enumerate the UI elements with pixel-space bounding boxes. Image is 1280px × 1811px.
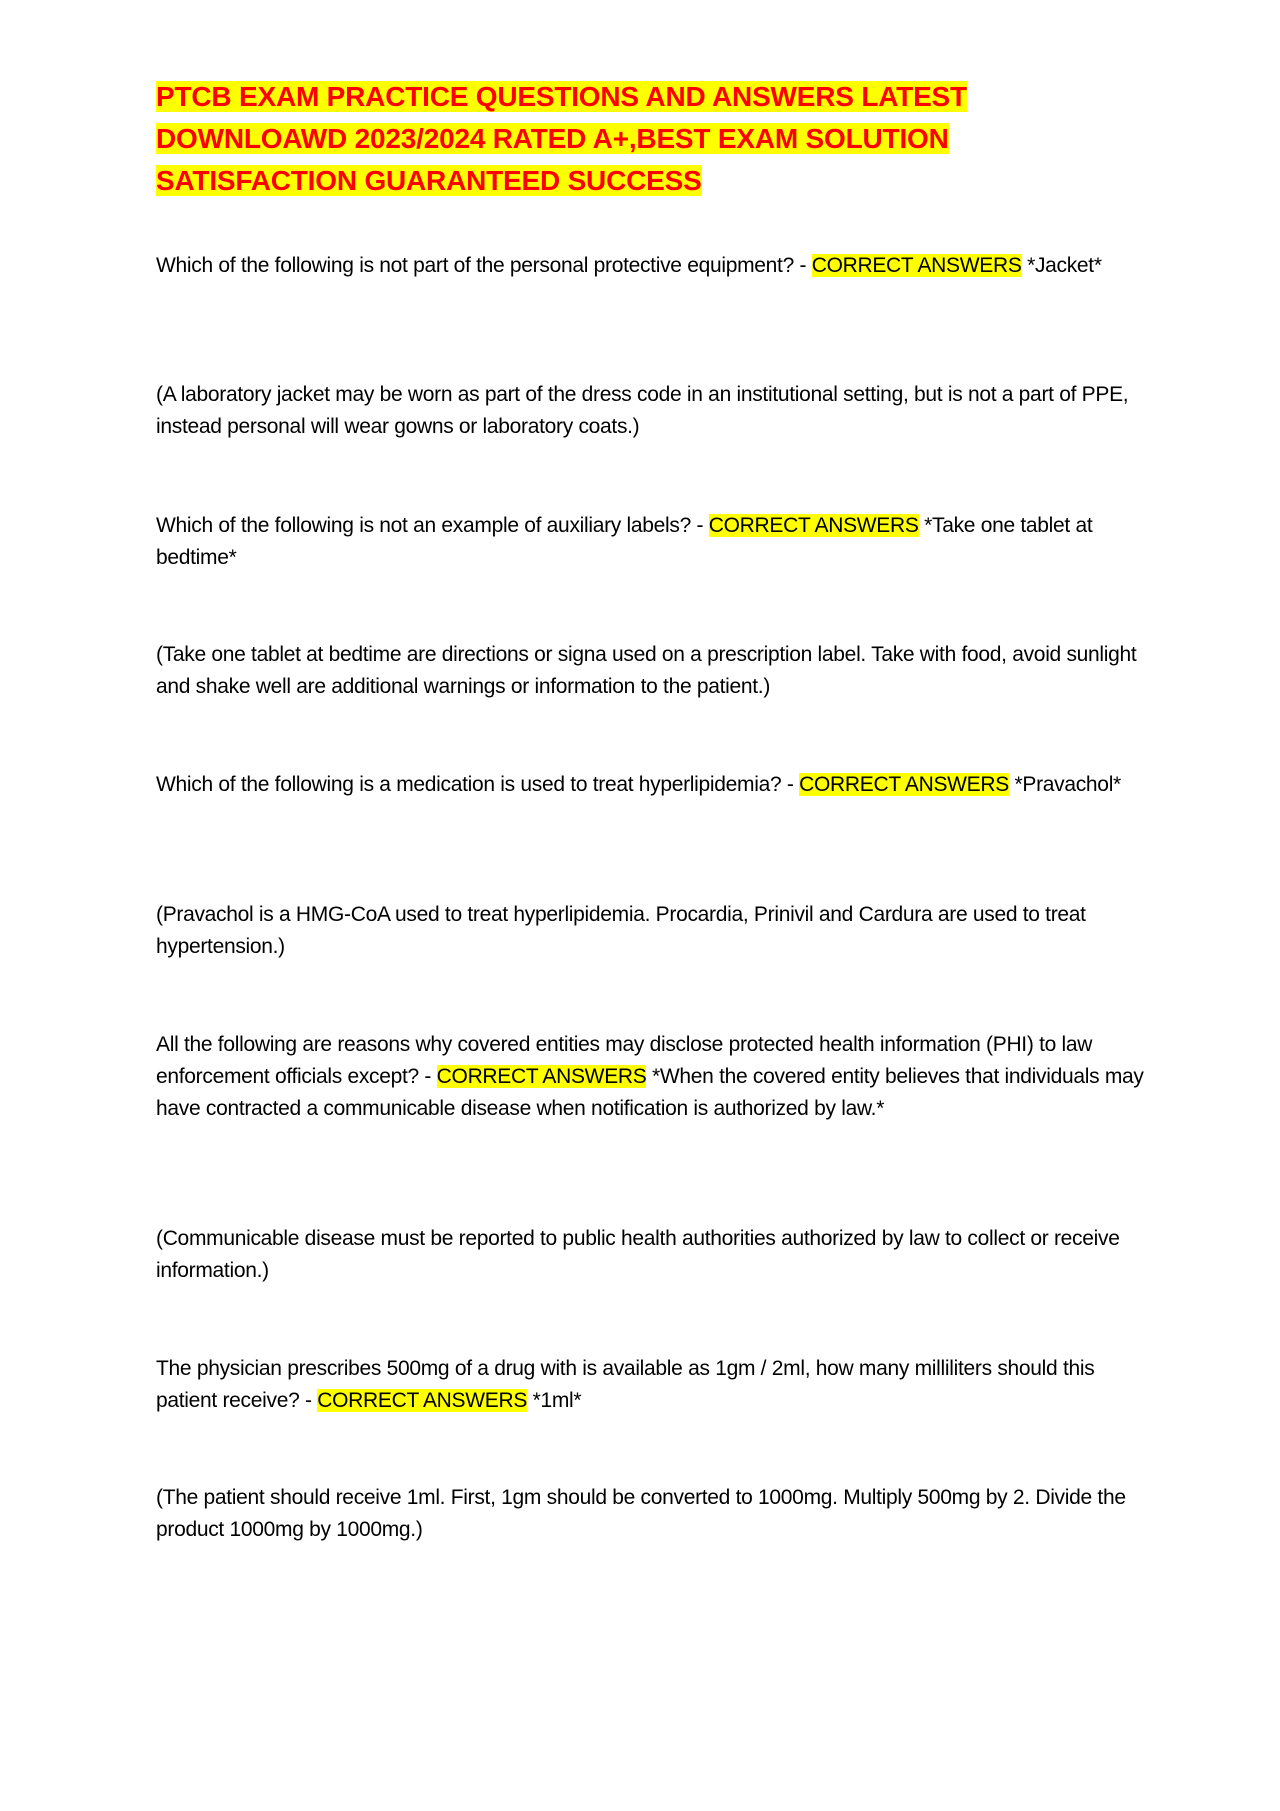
- question-2-text: Which of the following is not an example of auxiliary labels? -: [156, 514, 709, 537]
- explanation-1: (A laboratory jacket may be worn as part of the dress code in an institutional setting, but is not a part of PPE, instead personal will wear gowns or laboratory coats.): [156, 383, 1129, 438]
- explanation-5: (The patient should receive 1ml. First, 1gm should be converted to 1000mg. Multiply 500mg by 2. Divide the product 1000mg by 1000mg.): [156, 1486, 1126, 1541]
- question-1-text: Which of the following is not part of the personal protective equipment? -: [156, 254, 812, 277]
- question-4: [156, 1029, 1146, 1125]
- question-5-text: The physician prescribes 500mg of a drug with is available as 1gm / 2ml, how many milliliters should this patient receive? -: [156, 1357, 1095, 1412]
- question-5: [156, 1353, 1146, 1417]
- correct-answers-marker: CORRECT ANSWERS: [436, 1065, 647, 1088]
- answer-1-text: *Jacket*: [1027, 254, 1102, 277]
- correct-answers-marker: CORRECT ANSWERS: [317, 1389, 528, 1412]
- document-title: [156, 76, 1146, 202]
- explanation-2: (Take one tablet at bedtime are directions or signa used on a prescription label. Take with food, avoid sunlight and shake well are additional warnings or information to the patient.): [156, 643, 1137, 698]
- title-line-3: SATISFACTION GUARANTEED SUCCESS: [156, 165, 702, 196]
- explanation-4: (Communicable disease must be reported to public health authorities authorized by law to collect or receive information.): [156, 1227, 1120, 1282]
- title-line-1: PTCB EXAM PRACTICE QUESTIONS AND ANSWERS LATEST: [156, 81, 967, 112]
- correct-answers-marker: CORRECT ANSWERS: [799, 773, 1009, 796]
- explanation-3: (Pravachol is a HMG-CoA used to treat hyperlipidemia. Procardia, Prinivil and Cardura are used to treat hypertension.): [156, 903, 1086, 958]
- title-line-2: DOWNLOAWD 2023/2024 RATED A+,BEST EXAM SOLUTION: [156, 123, 949, 154]
- correct-answers-marker: CORRECT ANSWERS: [708, 514, 919, 537]
- answer-5-text: *1ml*: [532, 1389, 582, 1412]
- question-2: [156, 510, 1146, 574]
- question-3: [156, 769, 1146, 801]
- correct-answers-marker: CORRECT ANSWERS: [811, 254, 1022, 277]
- document-page: [156, 76, 1146, 1541]
- question-1: [156, 250, 1146, 282]
- answer-4-text: *When the covered entity believes that individuals may have contracted a communicable disease when notification is authorized by law.*: [156, 1065, 1144, 1120]
- question-4-text: All the following are reasons why covered entities may disclose protected health information (PHI) to law enforcement officials except? -: [156, 1033, 1093, 1088]
- question-3-text: Which of the following is a medication is used to treat hyperlipidemia? -: [156, 773, 800, 796]
- answer-2-text: *Take one tablet at bedtime*: [156, 514, 1093, 569]
- answer-3-text: *Pravachol*: [1014, 773, 1121, 796]
